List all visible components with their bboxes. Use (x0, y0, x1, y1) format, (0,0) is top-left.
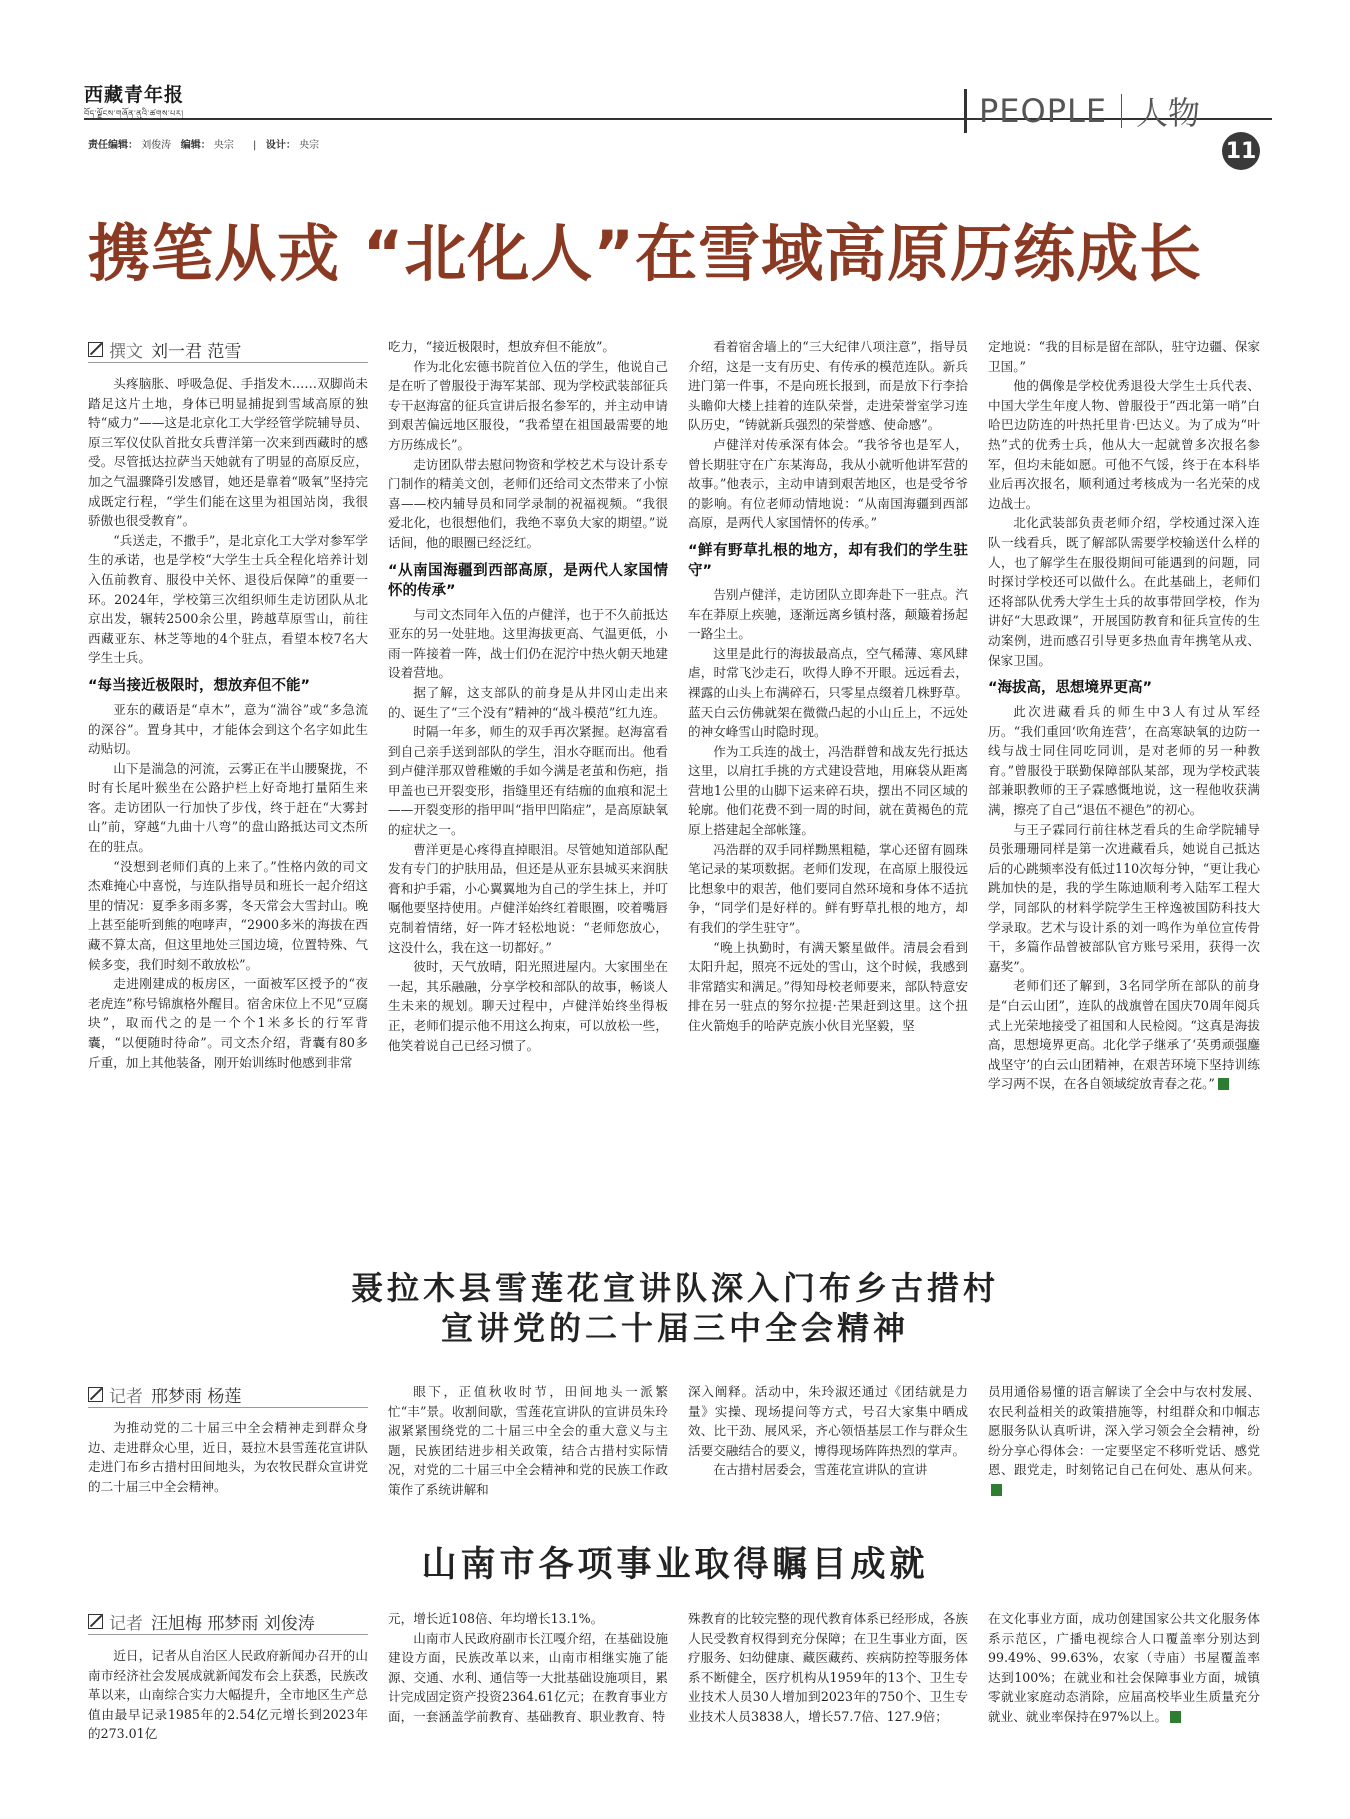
text: 走访团队带去慰问物资和学校艺术与设计系专门制作的精美文创，老师们还给司文杰带来了小惊喜——校内辅导员和同学录制的祝福视频。“我很爱北化，也很想他们，我绝不辜负大家的期望。”说话间，他的眼圈已经泛红。 (388, 456, 668, 550)
text: 曹洋更是心疼得直掉眼泪。尽管她知道部队配发有专门的护肤用品，但还是从亚东县城买来润肤膏和护手霜，小心翼翼地为自己的学生抹上，并叮嘱他要坚持使用。卢健洋始终红着眼圈，咬着嘴唇克制着情绪，好一阵才轻松地说：“老师您放心，这没什么，我在这一切都好。” (388, 841, 668, 955)
text: 作为北化宏德书院首位入伍的学生，他说自己是在听了曾服役于海军某部、现为学校武装部征兵专干赵海富的征兵宣讲后报名参军的，并主动申请到艰苦偏远地区服役，“我希望在祖国最需要的地方历练成长”。 (388, 358, 668, 452)
section-cn: 人物 (1136, 94, 1201, 132)
masthead-title: 西藏青年报 (84, 84, 185, 106)
paragraph (88, 374, 368, 531)
section-subheading (988, 678, 1260, 698)
text: 吃力，“接近极限时，想放弃但不能放”。 (388, 339, 615, 354)
article3-column-2 (388, 1609, 668, 1727)
text: “没想到老师们真的上来了。”性格内敛的司文杰难掩心中喜悦，与连队指导员和班长一起介绍这里的情况：夏季多雨多雾，冬天常会大雪封山。晚上甚至能听到熊的咆哮声，“2900多米的海拔在西藏不算太高，但这里地处三国边境，位置特殊、气候多变，我们时刻不敢放松”。 (88, 858, 368, 972)
paragraph (988, 513, 1260, 670)
paragraph: 员用通俗易懂的语言解读了全会中与农村发展、农民利益相关的政策措施等，村组群众和巾帼志愿服务队认真听讲，深入学习领会全会精神，纷纷分享心得体会：一定要坚定不移听党话、感党恩、跟党走，时刻铭记自己在何处、惠从何来。 (988, 1384, 1260, 1478)
article1-byline (88, 337, 241, 362)
article1-column-4 (988, 337, 1260, 1094)
designer-label: 设计： (265, 140, 296, 151)
paragraph (388, 337, 668, 357)
byline-role: 记者 (109, 1387, 143, 1407)
text: 告别卢健洋，走访团队立即奔赴下一驻点。汽车在莽原上疾驰，逐渐远离乡镇村落，颠簸着扬起一路尘土。 (688, 586, 968, 642)
paragraph (988, 976, 1260, 1094)
section-subheading (688, 541, 968, 581)
paragraph (988, 702, 1260, 820)
text: 与王子霖同行前往林芝看兵的生命学院辅导员张珊珊同样是第一次进藏看兵，她说自己抵达后的心跳频率没有低过110次每分钟，“更让我心跳加快的是，我的学生陈迪顺利考入陆军工程大学，同部队的材料学院学生王梓逸被国防科技大学录取。艺术与设计系的刘一鸣作为单位宣传骨干，多篇作品曾被部队官方账号采用，获得一次嘉奖”。 (988, 821, 1260, 974)
end-mark-icon (1170, 1711, 1181, 1723)
paragraph: 山南市人民政府副市长江嘎介绍，在基础设施建设方面，民族改革以来，山南市相继实施了能源、交通、水利、通信等一大批基础设施项目，累计完成固定资产投资2364.61亿元；在教育事业方面，一套涵盖学前教育、基础教育、职业教育、特 (388, 1630, 668, 1724)
byline-role: 撰文 (109, 342, 143, 362)
editor-label: 责任编辑： (88, 140, 138, 151)
text: 此次进藏看兵的师生中3人有过从军经历。“我们重回‘吹角连营’，在高寒缺氧的边防一线与战士同住同吃同训，是对老师的另一种教育。”曾服役于联勤保障部队某部，现为学校武装部兼职教师的王子霖感慨地说，这一程他收获满满，擦亮了自己“退伍不褪色”的初心。 (988, 704, 1260, 818)
byline-names: 汪旭梅 邢梦雨 刘俊涛 (151, 1614, 315, 1634)
editors-line: 责任编辑： 刘俊涛 编辑： 央宗 | 设计： 央宗 (88, 140, 320, 151)
section-bar (964, 89, 967, 133)
article1-column-2 (388, 337, 668, 1055)
paragraph (688, 938, 968, 1036)
paragraph (388, 840, 668, 958)
page-number-badge: 11 (1222, 132, 1260, 170)
section-separator (1121, 94, 1122, 128)
paragraph (388, 455, 668, 553)
text: 北化武装部负责老师介绍，学校通过深入连队一线看兵，既了解部队需要学校输送什么样的人，也了解学生在服役期间可能遇到的问题，同时探讨学校还可以做什么。在此基础上，老师们还将部队优秀大学生士兵的故事带回学校，作为讲好“大思政课”，开展国防教育和征兵宣传的生动案例，进而感召引导更多热血青年携笔从戎、保家卫国。 (988, 515, 1260, 668)
article3-column-3 (688, 1609, 968, 1727)
text: “兵送走，不撒手”，是北京化工大学对参军学生的承诺，也是学校“大学生士兵全程化培养计划入伍前教育、服役中关怀、退役后保障”的重要一环。2024年，学校第三次组织师生走访团队从北京出发，辗转2500余公里，跨越草原雪山，前往西藏亚东、林芝等地的4个驻点，看望本校7名大学生士兵。 (88, 532, 368, 666)
article2-column-2 (388, 1382, 668, 1500)
article3-column-1 (88, 1646, 368, 1744)
text: 据了解，这支部队的前身是从井冈山走出来的、诞生了“三个没有”精神的“战斗模范”红九连。 (388, 684, 668, 720)
article2-headline-line1: 聂拉木县雪莲花宣讲队深入门布乡古措村 (350, 1269, 999, 1307)
text: 时隔一年多，师生的双手再次紧握。赵海富看到自己亲手送到部队的学生，泪水夺眶而出。他看到卢健洋那双曾稚嫩的手如今满是老茧和伤疤，指甲盖也已开裂变形，指缝里还有结痂的血痕和泥土——开裂变形的指甲叫“指甲凹陷症”，是高原缺氧的症状之一。 (388, 724, 668, 838)
paragraph (88, 531, 368, 668)
text: 彼时，天气放晴，阳光照进屋内。大家围坐在一起，其乐融融，分享学校和部队的故事，畅谈人生未来的规划。聊天过程中，卢健洋始终坐得板正，老师们提示他不用这么拘束，可以放松一些，他笑着说自己已经习惯了。 (388, 959, 668, 1053)
paragraph (388, 683, 668, 722)
text: 他的偶像是学校优秀退役大学生士兵代表、中国大学生年度人物、曾服役于“西北第一哨”白哈巴边防连的叶热托里肯·巴达义。为了成为“叶热”式的优秀士兵，他从大一起就曾多次报名参军，但均未能如愿。可他不气馁，终于在本科毕业后再次报名，顺利通过考核成为一名光荣的戍边战士。 (988, 378, 1260, 511)
paragraph: 元，增长近108倍、年均增长13.1%。 (388, 1611, 604, 1626)
paragraph (988, 337, 1260, 376)
editor2-label: 编辑： (180, 140, 211, 151)
paragraph (988, 820, 1260, 977)
text: “从南国海疆到西部高原，是两代人家国情怀的传承” (388, 562, 668, 599)
end-mark-icon (1218, 1078, 1229, 1090)
byline-rule (88, 362, 368, 363)
paragraph: 为推动党的二十届三中全会精神走到群众身边、走进群众心里，近日，聂拉木县雪莲花宣讲队走进门布乡古措村田间地头，为农牧民群众宣讲党的二十届三中全会精神。 (88, 1420, 368, 1494)
byline-rule (88, 1407, 368, 1408)
editor2-name: 央宗 (213, 140, 234, 151)
paragraph: 近日，记者从自治区人民政府新闻办召开的山南市经济社会发展成就新闻发布会上获悉，民族改革以来，山南综合实力大幅提升，全市地区生产总值由最早记录1985年的2.54亿元增长到2023年的273.01亿 (88, 1648, 368, 1742)
text: 看着宿舍墙上的“三大纪律八项注意”，指导员介绍，这是一支有历史、有传承的模范连队。新兵进门第一件事，不是向班长报到，而是放下行李拾头瞻仰大楼上挂着的连队荣誉，走进荣誉室学习连队历史，“铸就新兵强烈的荣誉感、使命感”。 (688, 339, 968, 433)
article2-headline-line2: 宣讲党的二十届三中全会精神 (440, 1309, 909, 1347)
paragraph: 在文化事业方面，成功创建国家公共文化服务体系示范区，广播电视综合人口覆盖率分别达到99.49%、99.63%，农家（寺庙）书屋覆盖率达到100%；在就业和社会保障事业方面，城镇零就业家庭动态消除，应届高校毕业生质量充分就业、就业率保持在97%以上。 (988, 1611, 1260, 1724)
byline-names: 邢梦雨 杨莲 (151, 1387, 242, 1407)
paragraph (88, 857, 368, 975)
section-header (964, 86, 1200, 136)
article1-column-3 (688, 337, 968, 1036)
text: 亚东的藏语是“卓木”，意为“湍谷”或“多急流的深谷”。置身其中，才能体会到这个名字如此生动贴切。 (88, 701, 368, 757)
paragraph (988, 376, 1260, 513)
article2-headline (140, 1268, 1210, 1348)
paragraph (688, 435, 968, 533)
paragraph (388, 357, 668, 455)
text: 这里是此行的海拔最高点，空气稀薄、寒风肆虐，时常飞沙走石，吹得人睁不开眼。远远看去，裸露的山头上布满碎石，只零星点缀着几株野草。蓝天白云仿佛就架在微微凸起的小山丘上，不远处的神女峰雪山时隐时现。 (688, 645, 968, 740)
designer-name: 央宗 (299, 140, 320, 151)
article3-byline (88, 1609, 315, 1634)
text: “晚上执勤时，有满天繁星做伴。清晨会看到太阳升起，照亮不远处的雪山，这个时候，我感到非常踏实和满足。”得知母校老师要来，部队特意安排在另一驻点的努尔拉提·芒果赶到这里。这个扭住火箭炮手的哈萨克族小伙目光坚毅，坚 (688, 939, 968, 1033)
text: “每当接近极限时，想放弃但不能” (88, 677, 311, 694)
text: 卢健洋对传承深有体会。“我爷爷也是军人，曾长期驻守在广东某海岛，我从小就听他讲军营的故事。”他表示，主动申请到艰苦地区，也是受爷爷的影响。有位老师动情地说：“从南国海疆到西部高原，是两代人家国情怀的传承。” (688, 436, 968, 531)
article1-column-1 (88, 374, 368, 1072)
byline-names: 刘一君 范雪 (151, 342, 242, 362)
section-subheading (388, 561, 668, 601)
paragraph: 在古措村居委会，雪莲花宣讲队的宣讲 (713, 1462, 928, 1478)
paragraph (88, 700, 368, 759)
text: 定地说：“我的目标是留在部队，驻守边疆、保家卫国。” (988, 339, 1260, 374)
paragraph (388, 722, 668, 840)
article2-column-1 (88, 1418, 368, 1496)
text: “海拔高，思想境界更高” (988, 680, 1153, 697)
article3-headline: 山南市各项事业取得瞩目成就 (421, 1545, 929, 1585)
pen-icon (88, 1614, 103, 1629)
end-mark-icon (991, 1484, 1002, 1496)
pen-icon (88, 342, 103, 357)
text: “鲜有野草扎根的地方，却有我们的学生驻守” (688, 542, 968, 579)
text: 山下是湍急的河流，云雾正在半山腰聚拢，不时有长尾叶猴坐在公路护栏上好奇地打量陌生来客。走访团队一行加快了步伐，终于赶在“大雾封山”前，穿越“九曲十八弯”的盘山路抵达司文杰所在的驻点。 (88, 760, 368, 855)
masthead-subtitle: བོད་ལྗོངས་གཞོན་ནུའི་ཚགས་པར། (84, 109, 184, 118)
section-subheading (88, 676, 368, 696)
article2-column-3 (688, 1382, 968, 1480)
paragraph (88, 974, 368, 1072)
article2-column-4 (988, 1382, 1260, 1500)
section-en: PEOPLE (979, 92, 1108, 130)
byline-role: 记者 (109, 1614, 143, 1634)
pen-icon (88, 1387, 103, 1402)
text: 头疼脑胀、呼吸急促、手指发木……双脚尚未踏足这片土地，身体已明显捕捉到雪域高原的独特“威力”——这是北京化工大学经管学院辅导员、原三军仪仗队首批女兵曹洋第一次来到西藏时的感受。尽管抵达拉萨当天她就有了明显的高原反应，加之气温骤降引发感冒，她还是靠着“吸氧”坚持完成既定行程，“学生们能在这里为祖国站岗，我很骄傲也很受教育”。 (88, 376, 368, 529)
editor-name: 刘俊涛 (141, 140, 172, 151)
paragraph: 眼下，正值秋收时节，田间地头一派繁忙“丰”景。收割间歇，雪莲花宣讲队的宣讲员朱玲淑紧紧围绕党的二十届三中全会的重大意义与主题，民族团结进步相关政策，结合古措村实际情况，对党的二十届三中全会精神和党的民族工作政策作了系统讲解和 (388, 1384, 668, 1497)
byline-rule (88, 1634, 368, 1635)
paragraph (88, 759, 368, 857)
paragraph (688, 644, 968, 742)
article1-headline: 携笔从戎 “北化人”在雪域高原历练成长 (88, 217, 1203, 290)
article2-byline (88, 1382, 241, 1407)
paragraph (388, 957, 668, 1055)
paragraph (688, 742, 968, 840)
paragraph: 深入阐释。活动中，朱玲淑还通过《团结就是力量》实操、现场提问等方式，号召大家集中晒成效、比干劲、展风采，齐心领悟基层工作与群众生活要交融结合的要义，博得现场阵阵热烈的掌声。 (688, 1384, 968, 1458)
paragraph (688, 585, 968, 644)
paragraph (388, 605, 668, 683)
text: 冯浩群的双手同样黝黑粗糙，掌心还留有圆珠笔记录的某项数据。老师们发现，在高原上服役远比想象中的艰苦，他们要同自然环境和身体不适抗争，“同学们是好样的。鲜有野草扎根的地方，却有我们的学生驻守”。 (688, 841, 968, 936)
text: 与司文杰同年入伍的卢健洋，也于不久前抵达亚东的另一处驻地。这里海拔更高、气温更低，小雨一阵接着一阵，战士们仍在泥泞中热火朝天地建设着营地。 (388, 606, 668, 681)
paragraph (688, 840, 968, 938)
article3-column-4 (988, 1609, 1260, 1727)
text: 走进刚建成的板房区，一面被军区授予的“夜老虎连”称号锦旗格外醒目。宿舍床位上不见“豆腐块”，取而代之的是一个个1米多长的行军背囊，“以便随时待命”。司文杰介绍，背囊有80多斤重，加上其他装备，刚开始训练时他感到非常 (88, 976, 368, 1070)
text: 作为工兵连的战士，冯浩群曾和战友先行抵达这里，以肩扛手挑的方式建设营地，用麻袋从距离营地1公里的山脚下运来碎石块，摆出不同区域的轮廓。他们花费不到一周的时间，就在黄褐色的荒原上搭建起全部帐篷。 (688, 743, 968, 838)
text: 老师们还了解到，3名同学所在部队的前身是“白云山团”，连队的战旗曾在国庆70周年阅兵式上光荣地接受了祖国和人民检阅。“这真是海拔高，思想境界更高。北化学子继承了‘英勇顽强鏖战坚守’的白云山团精神，在艰苦环境下坚持训练学习两不误，在各自领域绽放青春之花。” (988, 978, 1260, 1092)
paragraph (688, 337, 968, 435)
paragraph: 殊教育的比较完整的现代教育体系已经形成，各族人民受教育权得到充分保障；在卫生事业方面，医疗服务、妇幼健康、藏医藏药、疾病防控等服务体系不断健全，医疗机构从1959年的13个、卫生专业技术人员30人增加到2023年的750个、卫生专业技术人员3838人，增长57.7倍、127.9倍； (688, 1611, 968, 1724)
